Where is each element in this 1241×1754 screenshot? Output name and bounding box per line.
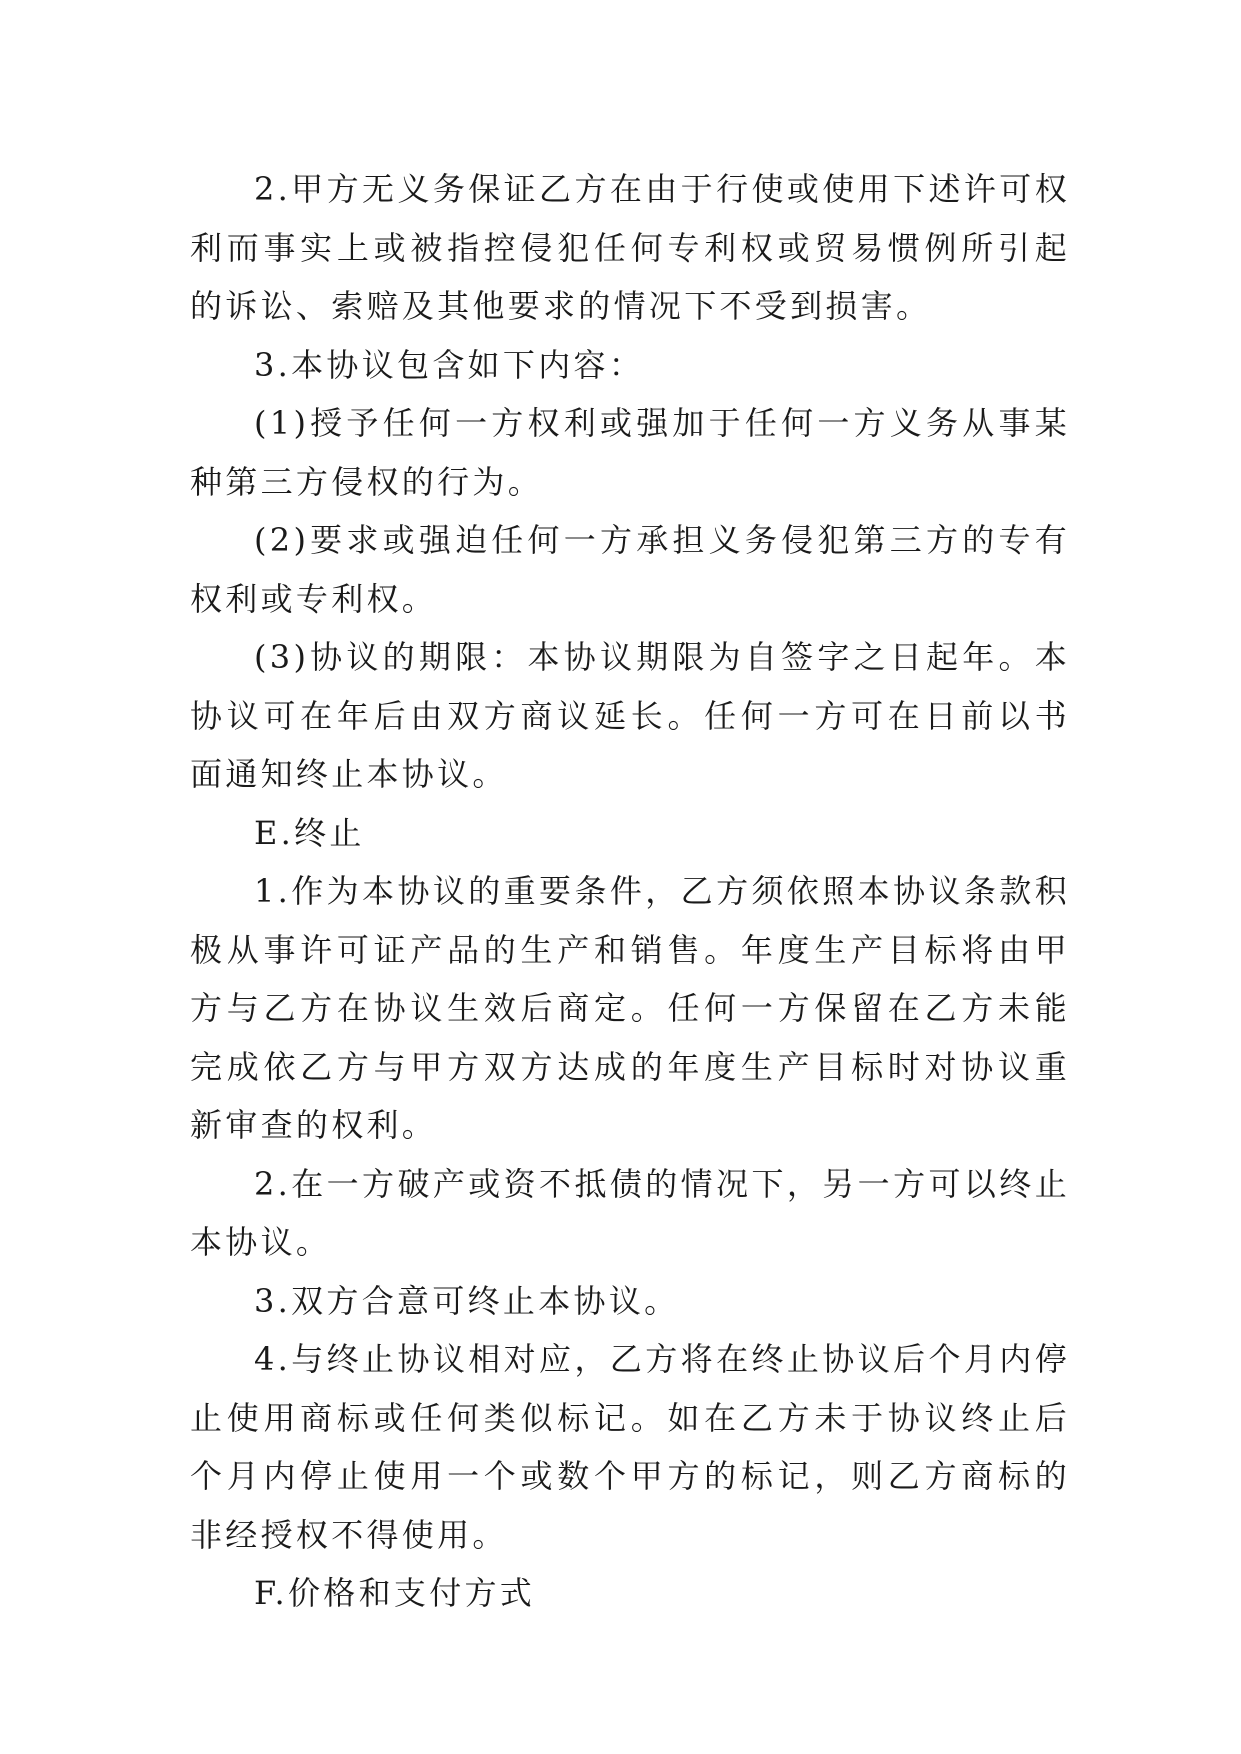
paragraph-item-3-term: (3)协议的期限：本协议期限为自签字之日起年。本协议可在年后由双方商议延长。任何一方可在日前以书面通知终止本协议。 [190, 638, 1070, 793]
paragraph-termination-4: 4.与终止协议相对应，乙方将在终止协议后个月内停止使用商标或任何类似标记。如在乙方未于协议终止后个月内停止使用一个或数个甲方的标记，则乙方商标的非经授权不得使用。 [190, 1340, 1070, 1554]
document-body [190, 160, 1070, 1623]
paragraph-termination-1: 1.作为本协议的重要条件，乙方须依照本协议条款积极从事许可证产品的生产和销售。年度生产目标将由甲方与乙方在协议生效后商定。任何一方保留在乙方未能完成依乙方与甲方双方达成的年度生产目标时对协议重新审查的权利。 [190, 872, 1070, 1144]
section-heading-termination: E.终止 [254, 813, 365, 852]
paragraph-clause-3-contents: 3.本协议包含如下内容： [254, 345, 645, 384]
paragraph-termination-3: 3.双方合意可终止本协议。 [254, 1281, 680, 1320]
section-heading-price-payment: F.价格和支付方式 [254, 1574, 536, 1612]
paragraph-clause-2-liability: 2.甲方无义务保证乙方在由于行使或使用下述许可权利而事实上或被指控侵犯任何专利权或贸易惯例所引起的诉讼、索赔及其他要求的情况下不受到损害。 [190, 170, 1070, 325]
paragraph-item-1: (1)授予任何一方权利或强加于任何一方义务从事某种第三方侵权的行为。 [190, 404, 1070, 501]
paragraph-item-2: (2)要求或强迫任何一方承担义务侵犯第三方的专有权利或专利权。 [190, 521, 1070, 618]
paragraph-termination-2: 2.在一方破产或资不抵债的情况下，另一方可以终止本协议。 [190, 1164, 1070, 1261]
